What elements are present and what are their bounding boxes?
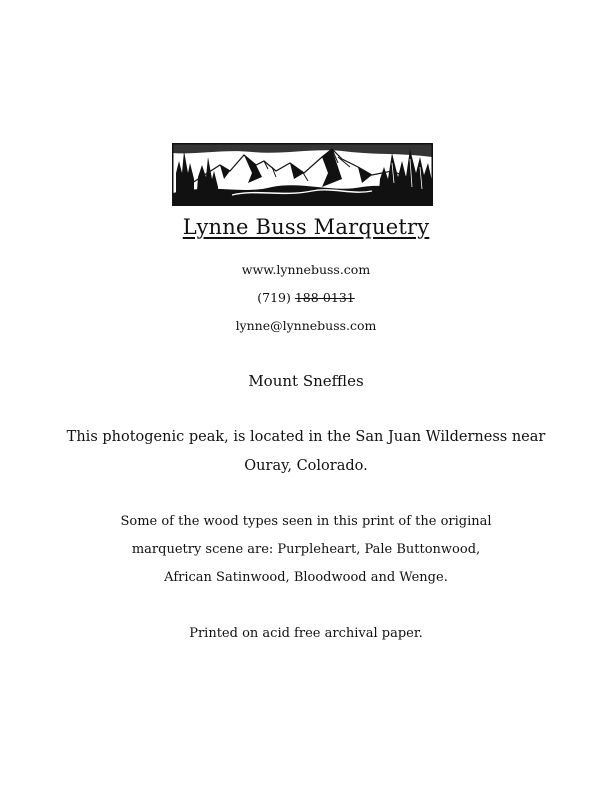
phone-number: 188-0131 [294,290,355,305]
email-link[interactable]: lynne@lynnebuss.com [235,318,377,333]
description-line: Ouray, Colorado. [244,458,368,474]
website-link[interactable]: www.lynnebuss.com [241,262,371,277]
wood-types-line: African Satinwood, Bloodwood and Wenge. [164,570,448,585]
phone-text [0,292,612,305]
description-line: This photogenic peak, is located in the San Juan Wilderness near [66,429,546,445]
paper-note: Printed on acid free archival paper. [189,626,423,641]
artwork-title: Mount Sneffles [248,372,364,390]
mountain-logo [172,143,433,206]
page-title: Lynne Buss Marquetry [182,215,430,239]
phone-area-code: (719) [257,290,291,305]
mountain-landscape-icon [172,143,433,206]
wood-types-line: Some of the wood types seen in this print of the original [120,514,492,529]
wood-types-line: marquetry scene are: Purpleheart, Pale Buttonwood, [131,542,481,557]
